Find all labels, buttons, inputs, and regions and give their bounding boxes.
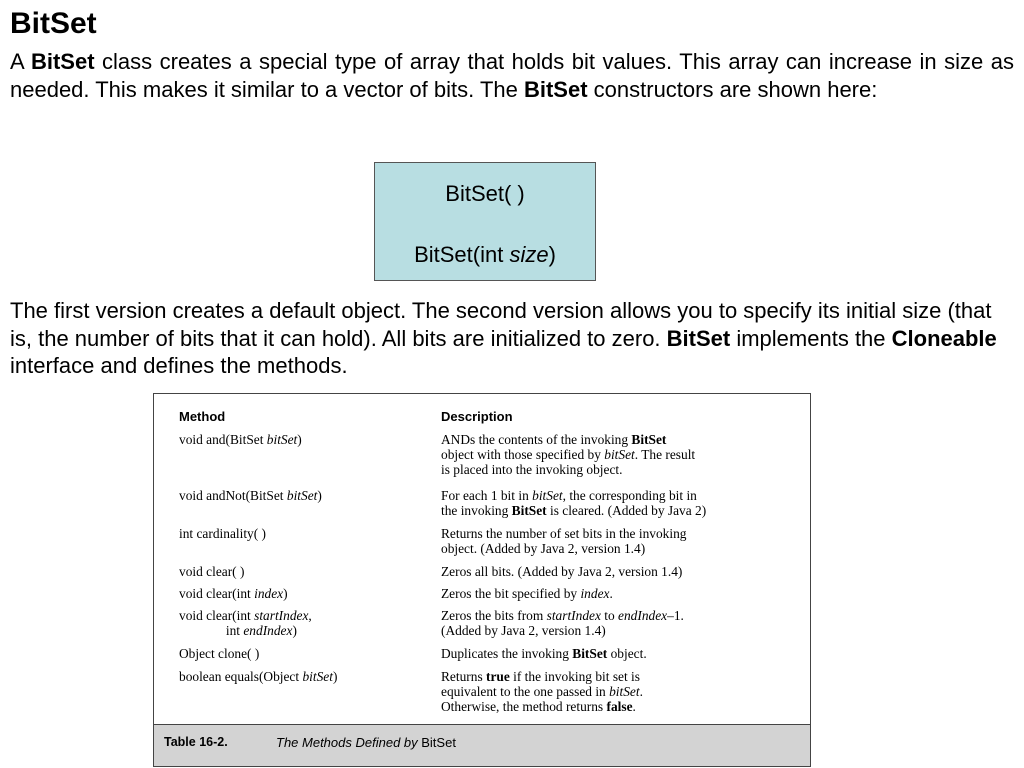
description-line [441, 646, 801, 661]
text-run: to [600, 608, 619, 623]
description-cell [441, 586, 801, 601]
text-run: , the corresponding bit in [562, 488, 697, 503]
text-run: boolean equals(Object [179, 669, 303, 684]
description-paragraph [10, 297, 1014, 380]
caption-text [276, 735, 456, 750]
text-run: BitSet(int [414, 242, 510, 267]
text-run: implements the [730, 325, 892, 351]
bold-term: BitSet [511, 503, 547, 519]
bold-term: BitSet [631, 432, 667, 447]
text-run: Returns [441, 669, 487, 684]
description-line [441, 623, 801, 638]
text-run: , [308, 608, 312, 623]
text-run: . [639, 684, 643, 700]
constructor-box [374, 162, 596, 281]
text-run: Duplicates the invoking [441, 646, 573, 661]
text-run: . The result [634, 447, 696, 463]
page-title: BitSet [10, 7, 97, 40]
text-run: Zeros the bit specified by [441, 586, 581, 601]
text-run: Object clone( ) [179, 646, 260, 661]
method-line [179, 646, 434, 661]
description-line [441, 608, 801, 623]
method-line [179, 608, 434, 623]
description-line [441, 669, 801, 684]
text-run: object. (Added by Java 2, version 1.4) [441, 541, 646, 557]
column-header-method: Method [179, 409, 226, 424]
text-run: ANDs the contents of the invoking [441, 432, 632, 447]
text-run: ) [292, 623, 297, 639]
description-cell [441, 646, 801, 661]
description-line [441, 488, 801, 503]
bold-term: BitSet [666, 325, 731, 351]
text-run: The first version creates a default object. The second version allows you to specify its initial size (that is, the number of bits that it can hold). All bits are initialized to zero. [10, 298, 992, 351]
italic-term: bitSet [532, 488, 563, 503]
text-run: void clear(int [179, 608, 255, 623]
description-line [441, 526, 801, 541]
text-run: void and(BitSet [179, 432, 267, 447]
text-run: interface and defines the methods. [10, 353, 348, 378]
text-run: object. [607, 646, 647, 661]
text-run: ) [283, 586, 288, 601]
methods-table [153, 393, 811, 767]
method-cell [179, 526, 434, 541]
italic-term: index [254, 586, 284, 601]
text-run: int [179, 623, 244, 639]
text-run: ) [548, 242, 556, 267]
text-run: Otherwise, the method returns [441, 699, 607, 715]
text-run: BitSet( ) [445, 181, 525, 206]
description-line [441, 564, 801, 579]
method-cell [179, 488, 434, 503]
text-run: is cleared. (Added by Java 2) [546, 503, 707, 519]
table-caption [154, 724, 810, 766]
bold-term: BitSet [523, 76, 588, 102]
description-line [441, 503, 801, 518]
text-run: ) [297, 432, 302, 447]
description-cell [441, 608, 801, 638]
bold-term: false [606, 699, 633, 715]
description-line [441, 447, 801, 462]
method-line [179, 586, 434, 601]
description-line [441, 684, 801, 699]
italic-term: bitSet [302, 669, 333, 684]
text-run: For each 1 bit in [441, 488, 533, 503]
description-cell [441, 432, 801, 478]
description-cell [441, 564, 801, 579]
text-run: Returns the number of set bits in the invoking [441, 526, 687, 541]
italic-term: endIndex [243, 623, 293, 639]
description-cell [441, 526, 801, 556]
italic-term: size [509, 242, 549, 267]
italic-term: index [580, 586, 610, 601]
method-line [179, 564, 434, 579]
description-line [441, 462, 801, 477]
text-run: object with those specified by [441, 447, 605, 463]
text-run: Zeros all bits. (Added by Java 2, version 1.4) [441, 564, 683, 579]
italic-term: bitSet [266, 432, 298, 447]
italic-term: startIndex [546, 608, 601, 623]
caption-label: Table 16-2. [164, 735, 228, 749]
text-run: int cardinality( ) [179, 526, 267, 541]
method-line [179, 623, 434, 638]
caption-title: The Methods Defined by [276, 735, 422, 750]
italic-term: bitSet [604, 447, 635, 463]
method-line [179, 488, 434, 503]
text-run: void clear(int [179, 586, 255, 601]
method-cell [179, 669, 434, 684]
caption-class-name: BitSet [421, 735, 456, 750]
description-line [441, 432, 801, 447]
intro-paragraph [10, 48, 1014, 103]
text-run: ) [317, 488, 322, 503]
text-run: . [632, 699, 636, 715]
constructor-signature [375, 181, 595, 207]
text-run: the invoking [441, 503, 512, 519]
text-run: void andNot(BitSet [179, 488, 287, 503]
text-run: constructors are shown here: [587, 76, 878, 102]
description-cell [441, 669, 801, 715]
text-run: Zeros the bits from [441, 608, 547, 623]
method-line [179, 526, 434, 541]
method-cell [179, 432, 434, 447]
bold-term: true [486, 669, 510, 684]
method-line [179, 669, 434, 684]
text-run: equivalent to the one passed in [441, 684, 610, 700]
italic-term: bitSet [609, 684, 640, 700]
bold-term: Cloneable [891, 325, 997, 351]
method-cell [179, 586, 434, 601]
column-header-description: Description [441, 409, 513, 424]
method-cell [179, 608, 434, 638]
italic-term: endIndex [618, 608, 668, 623]
text-run: (Added by Java 2, version 1.4) [441, 623, 606, 639]
description-line [441, 541, 801, 556]
method-cell [179, 646, 434, 661]
bold-term: BitSet [30, 49, 95, 74]
text-run: class creates a special type of array that holds bit values. This array can increase in size as needed. This makes it similar to a vector of bits. The [10, 49, 1014, 102]
description-line [441, 586, 801, 601]
italic-term: bitSet [286, 488, 318, 503]
text-run: void clear( ) [179, 564, 245, 579]
text-run: . [609, 586, 613, 601]
text-run: if the invoking bit set is [509, 669, 640, 684]
description-line [441, 699, 801, 714]
description-cell [441, 488, 801, 518]
constructor-signature [375, 242, 595, 268]
text-run: is placed into the invoking object. [441, 462, 623, 478]
method-line [179, 432, 434, 447]
bold-term: BitSet [572, 646, 608, 661]
text-run: –1. [667, 608, 684, 623]
method-cell [179, 564, 434, 579]
text-run: ) [332, 669, 338, 684]
text-run: A [10, 49, 31, 74]
italic-term: startIndex [254, 608, 309, 623]
